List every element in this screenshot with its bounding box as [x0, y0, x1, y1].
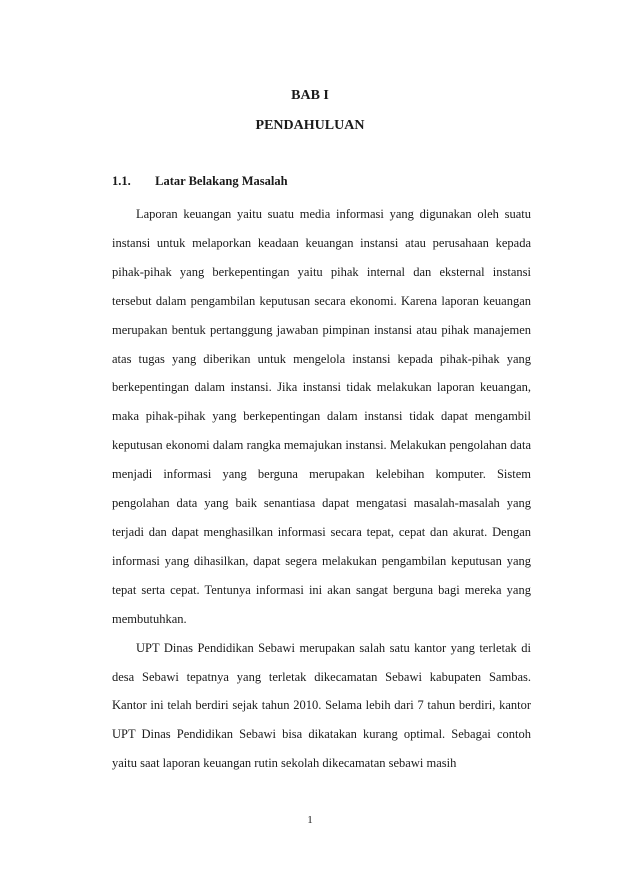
section-number: 1.1. — [112, 174, 131, 188]
page-number: 1 — [307, 814, 313, 826]
paragraph-2: UPT Dinas Pendidikan Sebawi merupakan salah satu kantor yang terletak di desa Sebawi tepatnya yang terletak dikecamatan Sebawi kabupaten Sambas. Kantor ini telah berdiri sejak tahun 2010. Selama lebih dari 7 tahun berdiri, kantor UPT Dinas Pendidikan Sebawi bisa dikatakan kurang optimal. Sebagai contoh yaitu saat laporan keuangan rutin sekolah dikecamatan sebawi masih — [112, 640, 531, 771]
paragraph-1: Laporan keuangan yaitu suatu media informasi yang digunakan oleh suatu instansi untuk melaporkan keadaan keuangan instansi atau perusahaan kepada pihak-pihak yang berkepentingan yaitu pihak internal dan eksternal instansi tersebut dalam pengambilan keputusan secara ekonomi. Karena laporan keuangan merupakan bentuk pertanggung jawaban pimpinan instansi atau pihak manajemen atas tugas yang diberikan untuk mengelola instansi kepada pihak-pihak yang berkepentingan dalam instansi. Jika instansi tidak melakukan laporan keuangan, maka pihak-pihak yang berkepentingan dalam instansi tidak dapat mengambil keputusan ekonomi dalam rangka memajukan instansi. Melakukan pengolahan data menjadi informasi yang berguna merupakan kelebihan komputer. Sistem pengolahan data yang baik senantiasa dapat mengatasi masalah-masalah yang terjadi dan dapat menghasilkan informasi secara tepat, cepat dan akurat. Dengan informasi yang dihasilkan, dapat segera melakukan pengambilan keputusan yang tepat serta cepat. Tentunya informasi ini akan sangat berguna bagi mereka yang membutuhkan. — [112, 207, 531, 626]
body-text — [112, 200, 531, 778]
section-title: Latar Belakang Masalah — [155, 174, 288, 188]
section-heading — [112, 174, 288, 189]
chapter-title: PENDAHULUAN — [255, 118, 365, 133]
chapter-label: BAB I — [291, 88, 329, 103]
